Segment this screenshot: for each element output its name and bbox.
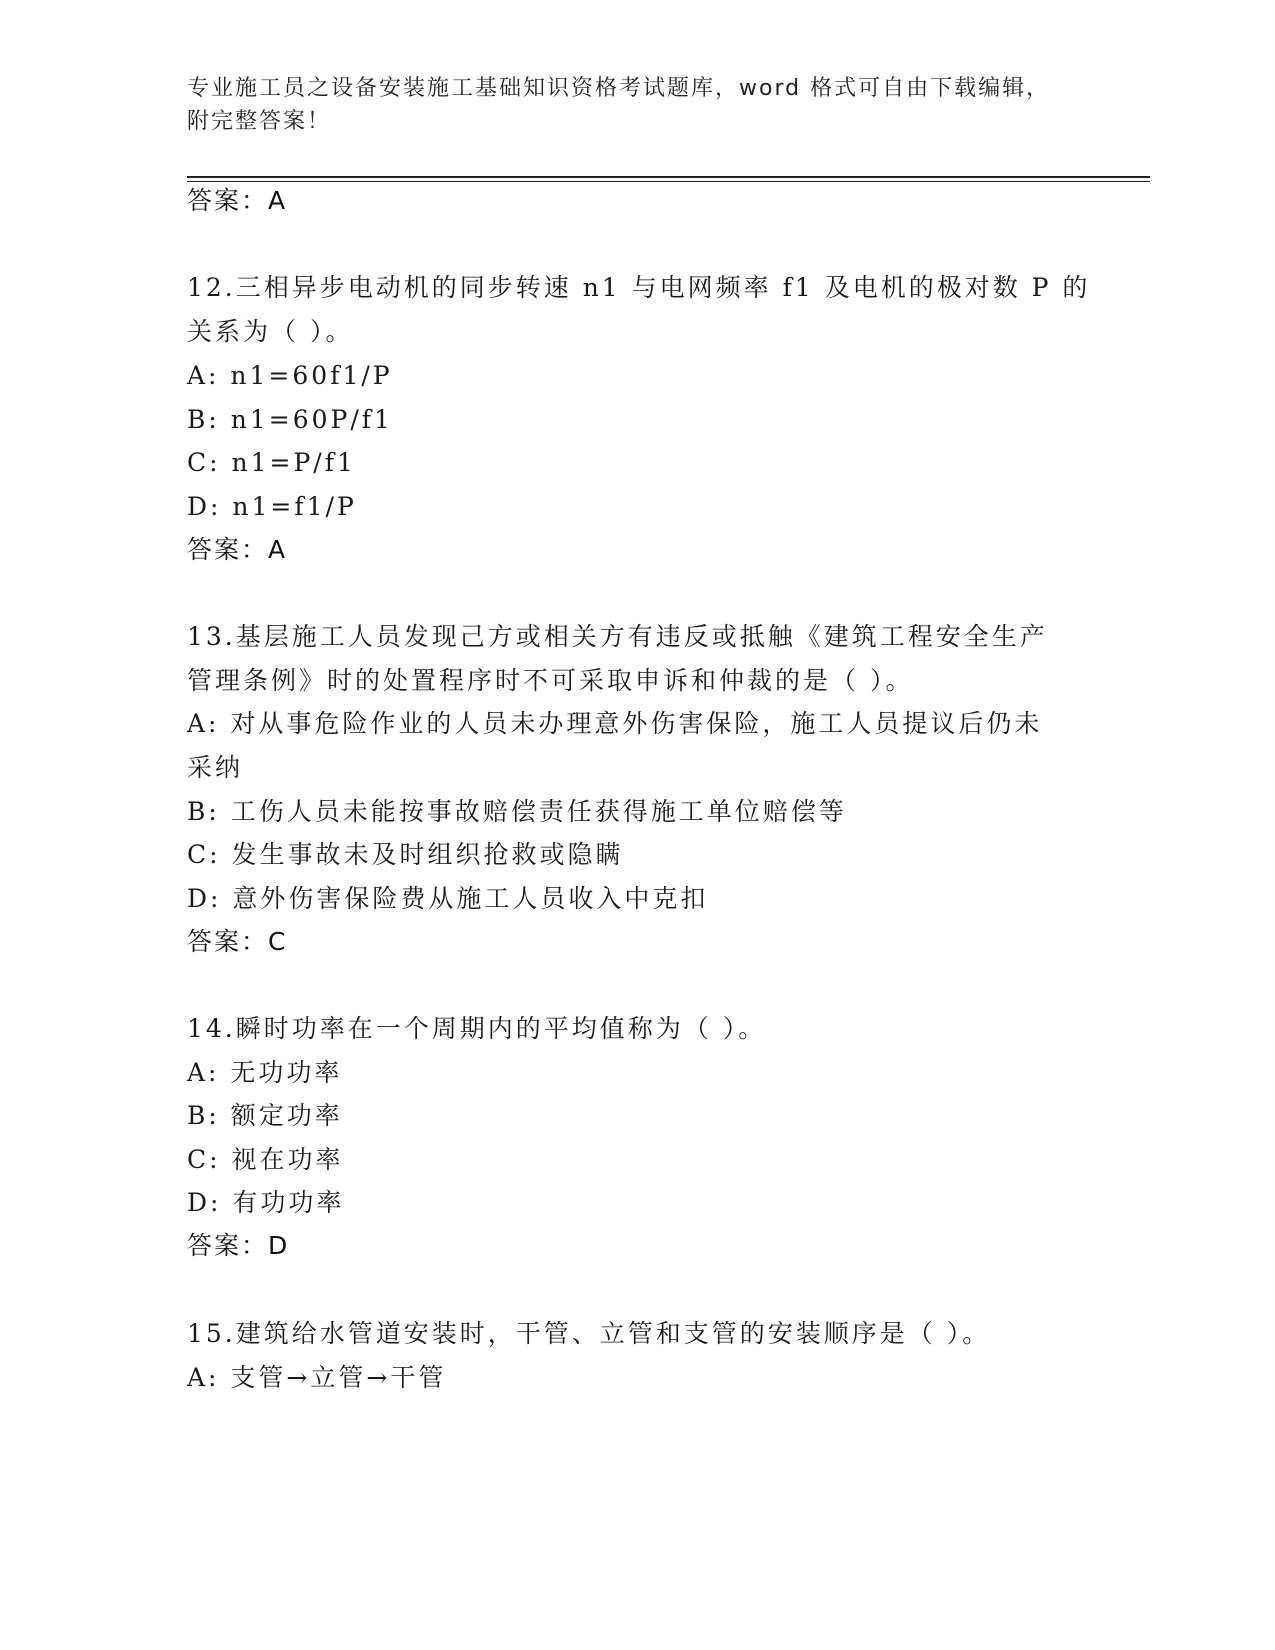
q13-stem-line-2: 管理条例》时的处置程序时不可采取申诉和仲裁的是（ ）。 [187,666,914,695]
q12-option-d: D: n1=f1/P [187,492,357,521]
header-line-1: 专业施工员之设备安装施工基础知识资格考试题库，word 格式可自由下载编辑， [187,76,1051,101]
header-line-2: 附完整答案！ [187,109,332,134]
q13-option-c: C: 发生事故未及时组织抢救或隐瞒 [187,840,624,869]
q13-answer: 答案：C [187,927,288,956]
q13-option-b: B: 工伤人员未能按事故赔偿责任获得施工单位赔偿等 [187,797,847,826]
q14-stem: 14.瞬时功率在一个周期内的平均值称为（ ）。 [187,1014,767,1043]
q13-option-a-line-1: A: 对从事危险作业的人员未办理意外伤害保险，施工人员提议后仍未 [187,709,1043,738]
q13-stem-line-1: 13.基层施工人员发现己方或相关方有违反或抵触《建筑工程安全生产 [187,622,1048,651]
q13-option-d: D: 意外伤害保险费从施工人员收入中克扣 [187,884,709,913]
previous-answer: 答案：A [187,186,288,215]
q12-answer: 答案：A [187,535,288,564]
q14-option-b: B: 额定功率 [187,1101,343,1130]
q14-answer: 答案：D [187,1231,290,1260]
header-divider-thick [187,176,1150,178]
document-header [187,72,1067,138]
q12-option-a: A: n1=60f1/P [187,361,393,390]
q12-stem-line-2: 关系为（ ）。 [187,317,354,346]
q12-option-b: B: n1=60P/f1 [187,405,393,434]
q14-option-a: A: 无功功率 [187,1058,343,1087]
q14-option-c: C: 视在功率 [187,1145,344,1174]
q12-option-c: C: n1=P/f1 [187,448,356,477]
q15-option-a: A: 支管→立管→干管 [187,1363,447,1392]
q15-stem: 15.建筑给水管道安装时，干管、立管和支管的安装顺序是（ ）。 [187,1319,991,1348]
q12-stem-line-1: 12.三相异步电动机的同步转速 n1 与电网频率 f1 及电机的极对数 P 的 [187,273,1091,302]
q14-option-d: D: 有功功率 [187,1188,345,1217]
header-divider-thin [187,181,1150,182]
q13-option-a-line-2: 采纳 [187,753,244,782]
